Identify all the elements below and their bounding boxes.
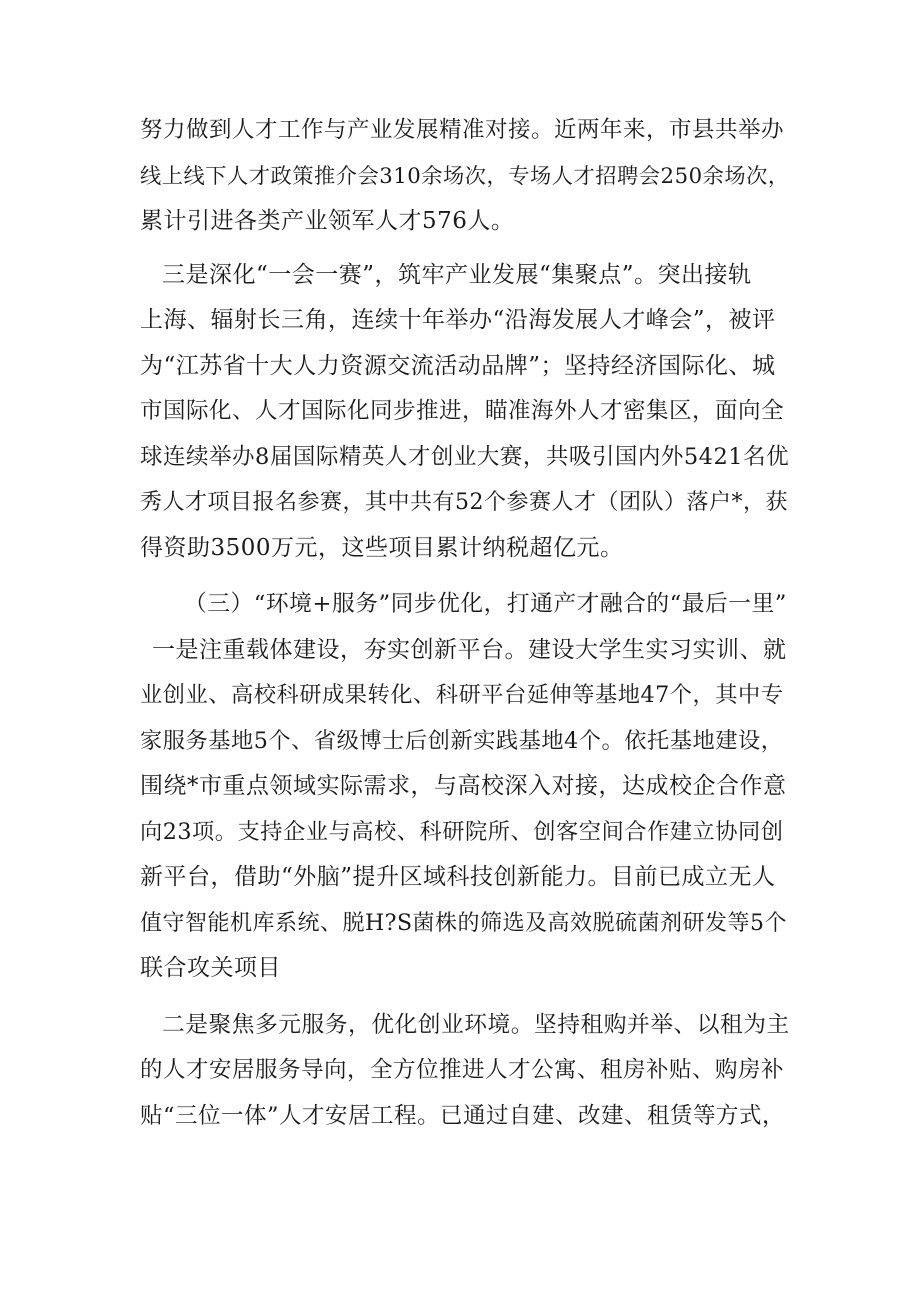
text-line: 的人才安居服务导向，全方位推进人才公寓、租房补贴、购房补 (140, 1057, 785, 1083)
text-line: 联合攻关项目 (140, 955, 281, 981)
text-line: 得资助3500万元，这些项目累计纳税超亿元。 (140, 534, 624, 561)
text-line: 业创业、高校科研成果转化、科研平台延伸等基地47个，其中专 (140, 682, 784, 708)
text-line: 贴“三位一体”人才安居工程。已通过自建、改建、租赁等方式， (140, 1102, 786, 1129)
text-line: 一是注重载体建设，夯实创新平台。建设大学生实习实训、就 (152, 636, 787, 663)
paragraph-one-meeting-one-contest (140, 253, 790, 572)
paragraph-carrier-construction (140, 628, 790, 992)
text-line: 线上线下人才政策推介会310余场次，专场人才招聘会250余场次， (140, 163, 790, 189)
text-line: 值守智能机库系统、脱H?S菌株的筛选及高效脱硫菌剂研发等5个 (140, 910, 788, 936)
text-line: 市国际化、人才国际化同步推进，瞄准海外人才密集区，面向全 (140, 398, 785, 424)
text-line: 上海、辐射长三角，连续十年举办“沿海发展人才峰会”，被评 (140, 307, 776, 333)
text-line: 向23项。支持企业与高校、科研院所、创客空间合作建立协同创 (140, 818, 784, 845)
paragraph-talent-matching (140, 108, 790, 245)
text-line: 秀人才项目报名参赛，其中共有52个参赛人才（团队）落户*，获 (140, 490, 788, 515)
document-page (140, 108, 790, 1139)
text-line: 二是聚焦多元服务，优化创业环境。坚持租购并举、以租为主 (162, 1011, 790, 1038)
text-line: 为“江苏省十大人力资源交流活动品牌”；坚持经济国际化、城 (140, 352, 776, 379)
text-line: 累计引进各类产业领军人才576人。 (140, 208, 515, 234)
paragraph-diverse-services (140, 1003, 790, 1140)
text-line: 新平台，借助“外脑”提升区域科技创新能力。目前已成立无人 (140, 864, 776, 890)
section-heading-text: （三）“环境+服务”同步优化，打通产才融合的“最后一里” (184, 591, 787, 617)
text-line: 三是深化“一会一赛”，筑牢产业发展“集聚点”。突出接轨 (162, 261, 752, 288)
text-line: 围绕*市重点领域实际需求，与高校深入对接，达成校企合作意 (140, 773, 787, 799)
text-line: 努力做到人才工作与产业发展精准对接。近两年来，市县共举办 (140, 117, 785, 143)
text-line: 家服务基地5个、省级博士后创新实践基地4个。依托基地建设， (140, 727, 784, 754)
text-line: 球连续举办8届国际精英人才创业大赛，共吸引国内外5421名优 (140, 443, 790, 470)
section-heading (140, 582, 790, 628)
